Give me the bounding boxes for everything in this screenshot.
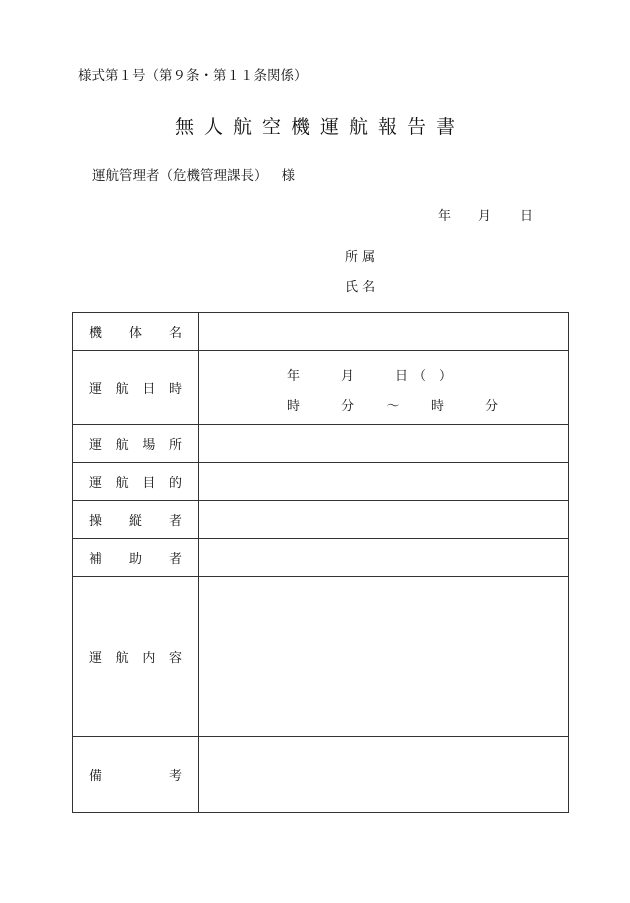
dt-hour: 時 <box>287 399 301 414</box>
affiliation-label: 所 属 <box>345 250 376 265</box>
row-label <box>73 351 199 425</box>
label-char: 航 <box>115 476 129 491</box>
aircraft-name-field[interactable] <box>199 313 569 351</box>
table-row <box>73 577 569 737</box>
operation-details-field[interactable] <box>199 577 569 737</box>
operation-location-field[interactable] <box>199 425 569 463</box>
row-label <box>73 737 199 813</box>
addressee-name: 運航管理者（危機管理課長） <box>92 168 268 184</box>
label-char: 的 <box>168 476 182 491</box>
label-char: 助 <box>128 552 142 567</box>
label-char: 運 <box>89 382 103 397</box>
row-label <box>73 463 199 501</box>
label-char: 者 <box>168 552 182 567</box>
report-date <box>438 205 533 224</box>
label-char: 考 <box>168 769 182 784</box>
operation-purpose-field[interactable] <box>199 463 569 501</box>
dt-paren-close: ） <box>439 369 453 384</box>
dt-year: 年 <box>287 369 301 384</box>
honorific: 様 <box>281 168 295 184</box>
assistant-field[interactable] <box>199 539 569 577</box>
label-char: 備 <box>89 769 103 784</box>
addressee <box>92 164 295 184</box>
dt-paren-open: （ <box>413 369 427 384</box>
date-year-label: 年 <box>438 209 452 224</box>
label-char: 体 <box>128 326 142 341</box>
label-char: 者 <box>168 514 182 529</box>
row-label <box>73 425 199 463</box>
name-label: 氏 名 <box>345 280 376 295</box>
table-row <box>73 539 569 577</box>
label-char: 名 <box>168 326 182 341</box>
row-label <box>73 501 199 539</box>
label-char: 運 <box>89 651 103 666</box>
page-title: 無人航空機運航報告書 <box>174 116 465 138</box>
label-char: 縦 <box>128 514 142 529</box>
dt-month: 月 <box>341 369 355 384</box>
label-char: 操 <box>89 514 103 529</box>
label-char: 日 <box>142 382 156 397</box>
dt-day: 日 <box>395 369 409 384</box>
label-char: 運 <box>89 438 103 453</box>
form-number: 様式第１号（第９条・第１１条関係） <box>78 68 308 84</box>
label-char: 場 <box>142 438 156 453</box>
label-char: 時 <box>168 382 182 397</box>
label-char: 所 <box>168 438 182 453</box>
label-char: 運 <box>89 476 103 491</box>
table-row <box>73 425 569 463</box>
table-row <box>73 501 569 539</box>
label-char: 目 <box>142 476 156 491</box>
table-row <box>73 737 569 813</box>
label-char: 内 <box>142 651 156 666</box>
label-char: 航 <box>115 651 129 666</box>
label-char: 航 <box>115 438 129 453</box>
table-row <box>73 463 569 501</box>
table-row <box>73 313 569 351</box>
date-day-label: 日 <box>520 209 534 224</box>
label-char: 航 <box>115 382 129 397</box>
remarks-field[interactable] <box>199 737 569 813</box>
pilot-field[interactable] <box>199 501 569 539</box>
report-table <box>72 312 569 813</box>
dt-tilde: 〜 <box>386 399 400 414</box>
label-char: 補 <box>89 552 103 567</box>
date-month-label: 月 <box>478 209 492 224</box>
table-row <box>73 351 569 425</box>
operation-datetime-field[interactable] <box>199 351 569 425</box>
dt-minute: 分 <box>341 399 355 414</box>
dt-hour2: 時 <box>431 399 445 414</box>
row-label <box>73 313 199 351</box>
label-char: 機 <box>89 326 103 341</box>
label-char: 容 <box>168 651 182 666</box>
dt-minute2: 分 <box>485 399 499 414</box>
row-label <box>73 577 199 737</box>
row-label <box>73 539 199 577</box>
